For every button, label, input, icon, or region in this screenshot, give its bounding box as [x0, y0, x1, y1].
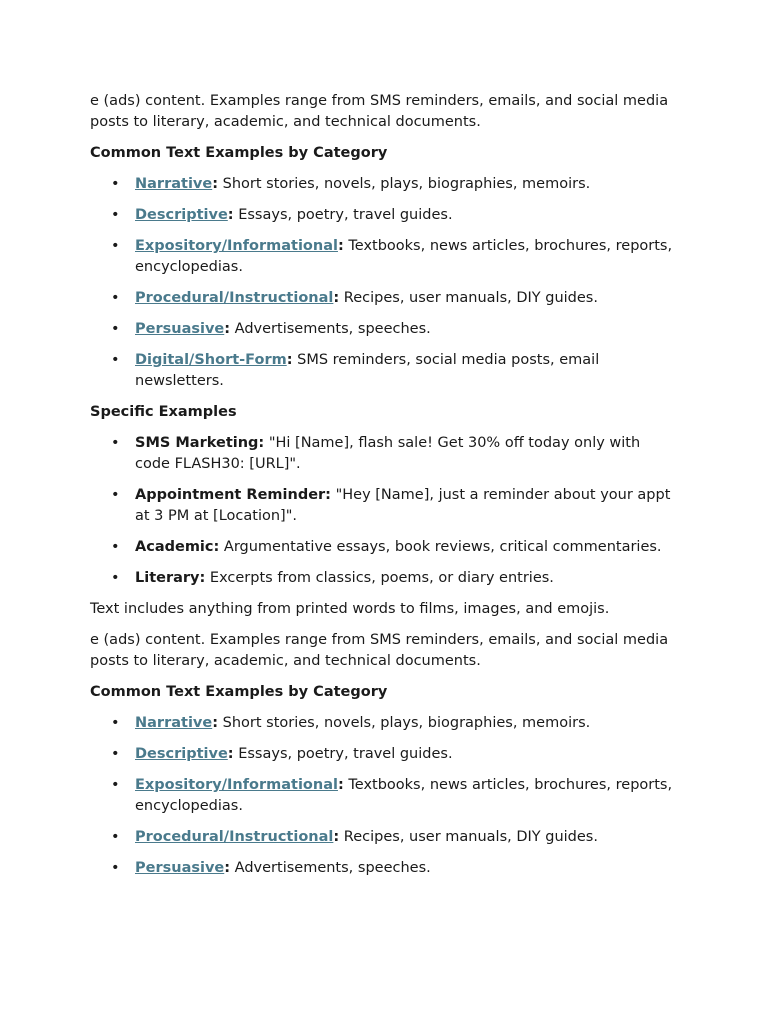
bullet-icon: • — [111, 487, 120, 503]
item-label: Academic: — [135, 539, 220, 555]
item-text: Textbooks, news articles, brochures, reports, encyclopedias. — [135, 238, 673, 275]
item-text: Essays, poetry, travel guides. — [233, 207, 453, 223]
term-link[interactable]: Procedural/Instructional — [135, 829, 334, 845]
list-item: • Expository/Informational: Textbooks, news articles, brochures, reports, encyclopedias. — [111, 777, 673, 814]
list-item: • Procedural/Instructional: Recipes, user manuals, DIY guides. — [135, 827, 675, 848]
item-text: "Hey [Name], just a reminder about your appt at 3 PM at [Location]". — [135, 487, 671, 524]
list-item: • Descriptive: Essays, poetry, travel guides. — [135, 205, 675, 226]
bullet-icon: • — [111, 829, 120, 845]
item-text: Short stories, novels, plays, biographies, memoirs. — [218, 176, 591, 192]
bullet-icon: • — [111, 746, 120, 762]
term-link[interactable]: Procedural/Instructional — [135, 290, 334, 306]
list-item: • Persuasive: Advertisements, speeches. — [135, 858, 675, 879]
item-text: Argumentative essays, book reviews, critical commentaries. — [219, 539, 662, 555]
item-text: Advertisements, speeches. — [230, 860, 431, 876]
bullet-icon: • — [111, 207, 120, 223]
intro-paragraph-repeat: e (ads) content. Examples range from SMS reminders, emails, and social media posts to literary, academic, and technical documents. — [90, 632, 669, 669]
term-link[interactable]: Expository/Informational — [135, 238, 338, 254]
item-text: Essays, poetry, travel guides. — [233, 746, 453, 762]
bullet-icon: • — [111, 715, 120, 731]
item-text: Recipes, user manuals, DIY guides. — [339, 829, 598, 845]
bullet-icon: • — [111, 435, 120, 451]
bullet-icon: • — [111, 238, 120, 254]
category-list — [90, 174, 675, 392]
list-item: • Narrative: Short stories, novels, plays, biographies, memoirs. — [135, 174, 675, 195]
specific-list — [90, 433, 675, 589]
section-heading-categories-repeat: Common Text Examples by Category — [90, 684, 388, 700]
list-item — [111, 537, 675, 558]
term-link[interactable]: Narrative — [135, 715, 213, 731]
item-text: Recipes, user manuals, DIY guides. — [339, 290, 598, 306]
item-text: Textbooks, news articles, brochures, reports, encyclopedias. — [135, 777, 673, 814]
list-item: • Persuasive: Advertisements, speeches. — [135, 319, 675, 340]
list-item: • Descriptive: Essays, poetry, travel guides. — [135, 744, 675, 765]
bullet-icon: • — [111, 860, 120, 876]
term-link[interactable]: Descriptive — [135, 207, 228, 223]
item-text: SMS reminders, social media posts, email newsletters. — [135, 352, 600, 389]
item-text: Advertisements, speeches. — [230, 321, 431, 337]
item-label: Literary: — [135, 570, 206, 586]
item-label: Appointment Reminder: — [135, 487, 331, 503]
term-link[interactable]: Digital/Short-Form — [135, 352, 287, 368]
section-heading-categories: Common Text Examples by Category — [90, 145, 388, 161]
category-list-repeat — [90, 713, 675, 879]
term-link[interactable]: Persuasive — [135, 321, 225, 337]
section-heading-specific: Specific Examples — [90, 404, 237, 420]
closing-paragraph: Text includes anything from printed words to films, images, and emojis. — [90, 601, 610, 617]
list-item: • Procedural/Instructional: Recipes, user manuals, DIY guides. — [135, 288, 675, 309]
item-label: SMS Marketing: — [135, 435, 265, 451]
term-link[interactable]: Narrative — [135, 176, 213, 192]
bullet-icon: • — [111, 290, 120, 306]
term-link[interactable]: Descriptive — [135, 746, 228, 762]
term-link[interactable]: Persuasive — [135, 860, 225, 876]
item-text: Short stories, novels, plays, biographies, memoirs. — [218, 715, 591, 731]
item-text: Excerpts from classics, poems, or diary entries. — [205, 570, 554, 586]
intro-paragraph: e (ads) content. Examples range from SMS reminders, emails, and social media posts to literary, academic, and technical documents. — [90, 93, 669, 130]
list-item — [111, 568, 675, 589]
bullet-icon: • — [111, 570, 120, 586]
list-item — [111, 433, 675, 475]
bullet-icon: • — [111, 176, 120, 192]
bullet-icon: • — [111, 352, 120, 368]
item-text: "Hi [Name], flash sale! Get 30% off today only with code FLASH30: [URL]". — [135, 435, 641, 472]
list-item — [111, 485, 675, 527]
term-link[interactable]: Expository/Informational — [135, 777, 338, 793]
bullet-icon: • — [111, 539, 120, 555]
list-item: • Digital/Short-Form: SMS reminders, social media posts, email newsletters. — [111, 352, 600, 389]
list-item: • Expository/Informational: Textbooks, news articles, brochures, reports, encyclopedias. — [111, 238, 673, 275]
bullet-icon: • — [111, 321, 120, 337]
bullet-icon: • — [111, 777, 120, 793]
list-item: • Narrative: Short stories, novels, plays, biographies, memoirs. — [135, 713, 675, 734]
document-body — [90, 91, 675, 889]
